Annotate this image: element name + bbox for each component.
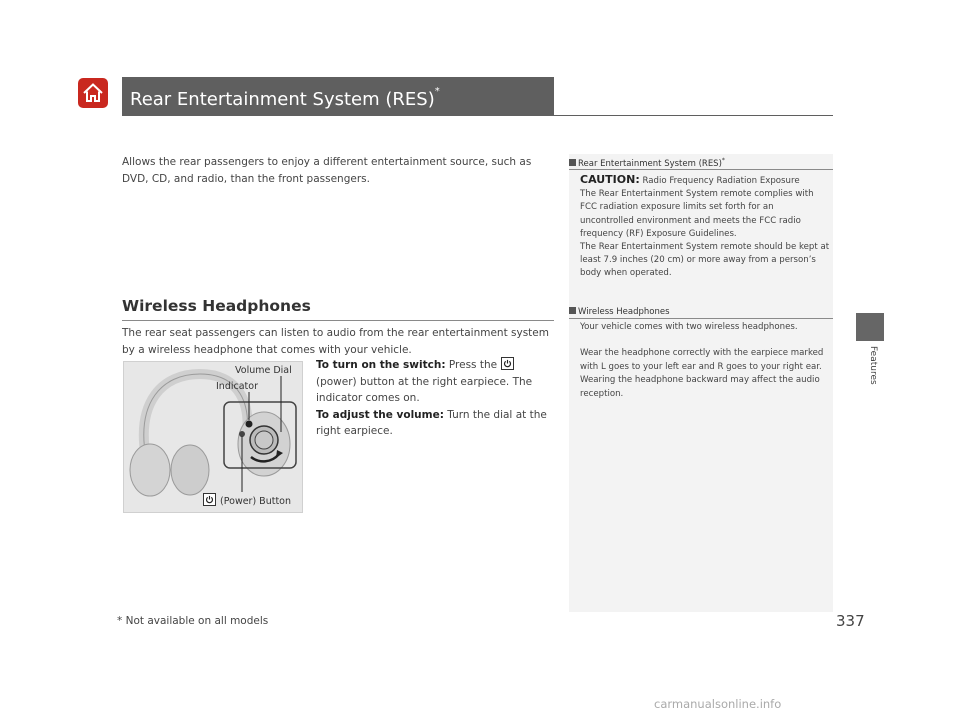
chapter-tab-label: Features: [868, 346, 878, 385]
headphones-note: [580, 321, 825, 401]
caution-body: The Rear Entertainment System remote complies with FCC radiation exposure limits set forth for an uncontrolled environment and meets the FCC radio frequency (RF) Exposure Guidelines.: [580, 189, 814, 239]
indicator-light-icon: [246, 421, 253, 428]
section-divider: [122, 320, 554, 321]
note-divider: [569, 318, 833, 319]
power-icon: [203, 493, 216, 506]
title-divider: [122, 115, 833, 116]
intro-paragraph: Allows the rear passengers to enjoy a different entertainment source, such as DVD, CD, and radio, than the front passengers.: [122, 156, 532, 185]
section-heading: Wireless Headphones: [122, 297, 311, 315]
note-paragraph: Wear the headphone correctly with the earpiece marked with L goes to your left ear and R goes to your right ear.: [580, 348, 824, 372]
indicator-label: Indicator: [216, 381, 258, 392]
watermark: carmanualsonline.info: [654, 697, 782, 711]
note-heading-headphones: Wireless Headphones: [569, 307, 829, 317]
headphones-illustration: [123, 361, 303, 513]
power-icon: [501, 357, 514, 370]
page-title: Rear Entertainment System (RES)*: [130, 86, 440, 110]
volume-dial-label: Volume Dial: [235, 365, 292, 376]
caution-note: [580, 173, 830, 281]
note-heading-res: Rear Entertainment System (RES)*: [569, 157, 829, 169]
note-divider: [569, 169, 833, 170]
home-icon[interactable]: [78, 78, 108, 108]
headphones-drawing: [124, 362, 302, 512]
turn-on-instruction: To turn on the switch: Press the (power) button at the right earpiece. The indicator comes on.: [316, 359, 533, 404]
note-paragraph: Your vehicle comes with two wireless headphones.: [580, 322, 798, 332]
adjust-volume-instruction: To adjust the volume: Turn the dial at the right earpiece.: [316, 408, 547, 437]
chapter-tab-marker[interactable]: [856, 313, 884, 341]
section-paragraph: The rear seat passengers can listen to audio from the rear entertainment system by a wireless headphone that comes with your vehicle.: [122, 327, 549, 356]
caution-title: CAUTION:: [580, 173, 640, 186]
note-paragraph: Wearing the headphone backward may affect the audio reception.: [580, 375, 820, 399]
reference-icon: [569, 307, 576, 314]
power-button-label: (Power) Button: [202, 493, 291, 507]
footnote: * Not available on all models: [117, 615, 269, 627]
caution-subtitle: Radio Frequency Radiation Exposure: [642, 176, 800, 186]
instructions: [316, 357, 556, 440]
caution-body-2: The Rear Entertainment System remote should be kept at least 7.9 inches (20 cm) or more away from a person’s body when operated.: [580, 242, 830, 279]
reference-icon: [569, 159, 576, 166]
page-number: 337: [836, 612, 865, 630]
